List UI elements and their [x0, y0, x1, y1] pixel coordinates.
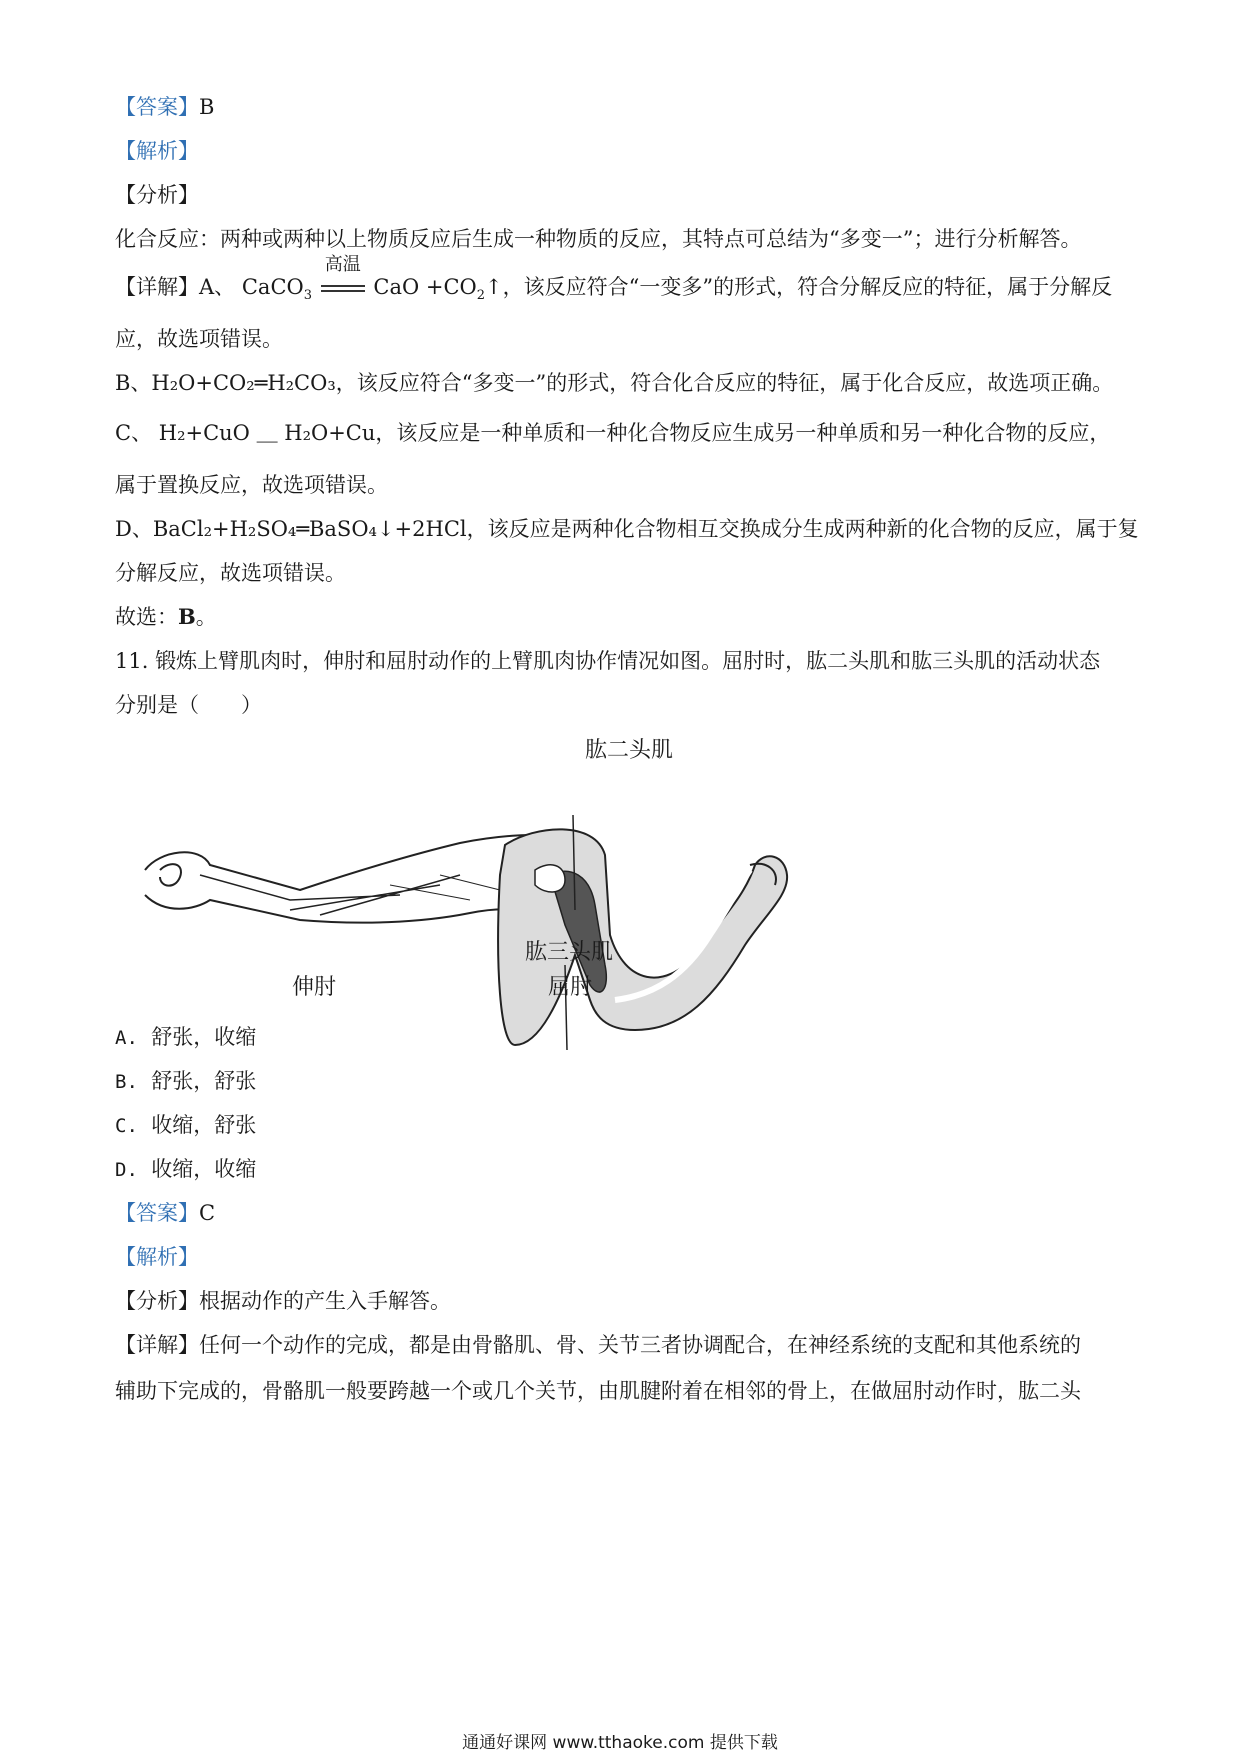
detail-text: 任何一个动作的完成，都是由骨骼肌、骨、关节三者协调配合，在神经系统的支配和其他系统的 [199, 1333, 1081, 1357]
extended-arm-drawing [145, 835, 555, 925]
q11-answer [115, 1198, 1135, 1228]
q10-detail-b: B、H₂O+CO₂═H₂CO₃，该反应符合“多变一”的形式，符合化合反应的特征，属于化合反应，故选项正确。 [115, 371, 1114, 395]
choose-suffix: 。 [195, 605, 217, 629]
q10-analysis-tag: 【解析】 [115, 139, 199, 163]
answer-tag: 【答案】 [115, 95, 199, 119]
q11-detail-cont: 辅助下完成的，骨骼肌一般要跨越一个或几个关节，由肌腱附着在相邻的骨上，在做屈肘动作时，肱二头 [115, 1379, 1081, 1403]
q11-detail [115, 1330, 1135, 1360]
reaction-condition [319, 254, 367, 302]
equals-sign [321, 285, 365, 292]
option-c-prefix: C、 [115, 421, 153, 445]
flexed-arm-drawing [498, 815, 787, 1050]
option-a-prefix: A、 [199, 275, 236, 299]
q10-choice [115, 602, 1135, 632]
q10-answer [115, 92, 1135, 122]
eq-a-left: CaCO [241, 275, 304, 299]
q11-stem-cont: 分别是（ ） [115, 693, 262, 717]
option-c [115, 1110, 1135, 1141]
q10-detail-c-cont: 属于置换反应，故选项错误。 [115, 473, 388, 497]
eq-a-left-sub: 3 [303, 288, 313, 304]
flex-caption: 屈肘 [548, 975, 593, 1000]
option-d [115, 1154, 1135, 1185]
condition-label: 高温 [324, 254, 361, 275]
eq-a-right-sub: 2 [476, 288, 486, 304]
option-text: 舒张，舒张 [151, 1069, 257, 1093]
option-letter: A. [115, 1027, 138, 1049]
triceps-label: 肱三头肌 [525, 940, 614, 965]
q10-detail-a [115, 254, 1135, 311]
gas-arrow: ↑ [485, 275, 503, 299]
q11-fenxi: 【分析】根据动作的产生入手解答。 [115, 1289, 451, 1313]
q10-fenxi-tag: 【分析】 [115, 183, 199, 207]
biceps-label: 肱二头肌 [585, 738, 674, 763]
option-c-text: ，该反应是一种单质和一种化合物反应生成另一种单质和另一种化合物的反应， [375, 421, 1111, 445]
option-text: 收缩，舒张 [151, 1113, 257, 1137]
q10-detail-a-cont: 应，故选项错误。 [115, 327, 283, 351]
option-letter: B. [115, 1071, 138, 1093]
answer-tag: 【答案】 [115, 1201, 199, 1225]
option-a-text: ，该反应符合“一变多”的形式，符合分解反应的特征，属于分解反 [502, 275, 1113, 299]
q10-detail-d-cont: 分解反应，故选项错误。 [115, 561, 346, 585]
q10-detail-c [115, 418, 1135, 448]
page-footer: 通通好课网 www.tthaoke.com 提供下载 [462, 1733, 778, 1753]
choose-prefix: 故选： [115, 605, 178, 629]
q11-stem: 11. 锻炼上臂肌肉时，伸肘和屈肘动作的上臂肌肉协作情况如图。屈肘时，肱二头肌和肱三头肌的活动状态 [115, 649, 1101, 673]
option-text: 舒张，收缩 [151, 1025, 257, 1049]
eq-c: H₂+CuO ＿ H₂O+Cu [158, 421, 376, 445]
detail-tag: 【详解】 [115, 1333, 199, 1357]
answer-value: B [199, 95, 215, 119]
answer-value: C [199, 1201, 216, 1225]
option-b [115, 1066, 1135, 1097]
option-letter: C. [115, 1115, 138, 1137]
q11-analysis-tag: 【解析】 [115, 1245, 199, 1269]
detail-tag: 【详解】 [115, 275, 199, 299]
q10-detail-d: D、BaCl₂+H₂SO₄═BaSO₄↓+2HCl，该反应是两种化合物相互交换成分生成两种新的化合物的反应，属于复 [115, 517, 1139, 541]
extend-caption: 伸肘 [292, 975, 337, 1000]
option-a [115, 1022, 1135, 1053]
choose-value: B [178, 604, 196, 629]
option-letter: D. [115, 1159, 138, 1181]
q10-fenxi-text: 化合反应：两种或两种以上物质反应后生成一种物质的反应，其特点可总结为“多变一”；进行分析解答。 [115, 227, 1082, 251]
eq-a-right: CaO +CO [373, 275, 477, 299]
option-text: 收缩，收缩 [151, 1157, 257, 1181]
